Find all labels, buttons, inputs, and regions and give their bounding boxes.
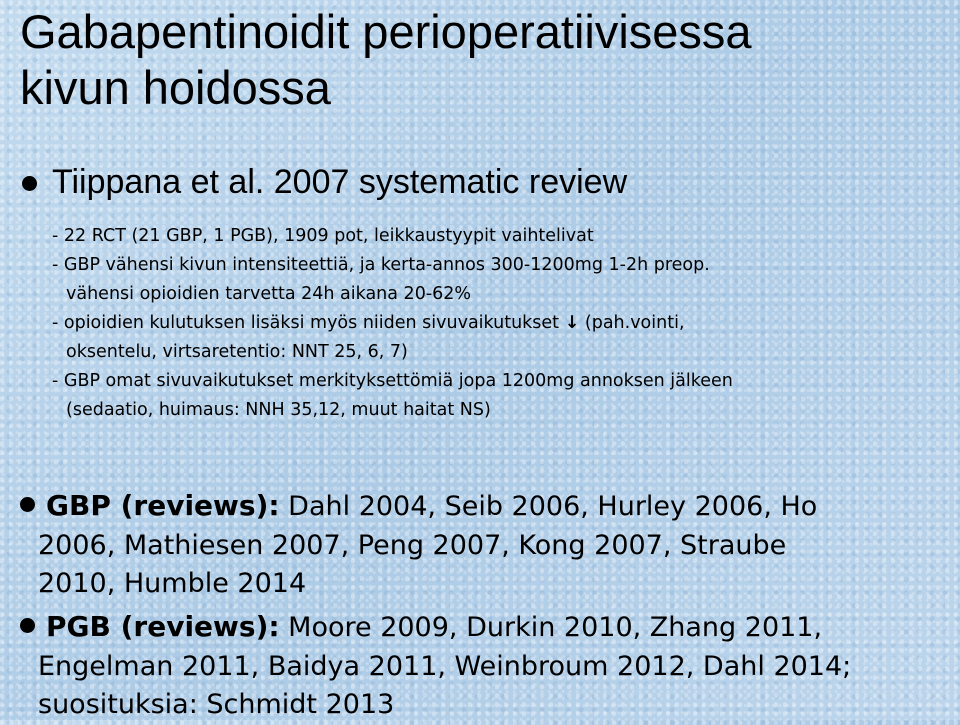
pgb-line-1: Moore 2009, Durkin 2010, Zhang 2011, xyxy=(288,612,823,643)
bullet-icon xyxy=(22,176,37,191)
title-line-1: Gabapentinoidit perioperatiivisessa xyxy=(20,5,752,58)
list-item: - GBP omat sivuvaikutukset merkityksettömiä jopa 1200mg annoksen jälkeen xyxy=(52,371,733,391)
list-item-text: - opioidien kulutuksen lisäksi myös niiden sivuvaikutukset xyxy=(52,313,560,333)
list-item-text: (pah.vointi, xyxy=(584,313,685,333)
down-arrow-icon: ↓ xyxy=(564,313,580,333)
title-line-2: kivun hoidossa xyxy=(20,61,331,114)
list-item: - 22 RCT (21 GBP, 1 PGB), 1909 pot, leikkaustyypit vaihtelivat xyxy=(52,226,594,246)
list-item: oksentelu, virtsaretentio: NNT 25, 6, 7) xyxy=(66,342,408,362)
list-item: - GBP vähensi kivun intensiteettiä, ja kerta-annos 300-1200mg 1-2h preop. xyxy=(52,255,710,275)
gbp-line-2: 2006, Mathiesen 2007, Peng 2007, Kong 2007, Straube xyxy=(38,529,787,561)
pgb-line-2: Engelman 2011, Baidya 2011, Weinbroum 2012, Dahl 2014; xyxy=(38,650,852,682)
pgb-reviews xyxy=(38,608,938,725)
pgb-line-3: suosituksia: Schmidt 2013 xyxy=(38,689,395,720)
list-item: vähensi opioidien tarvetta 24h aikana 20-62% xyxy=(66,284,472,304)
bullet-icon xyxy=(20,497,35,512)
gbp-reviews xyxy=(38,487,938,604)
gbp-line-3: 2010, Humble 2014 xyxy=(38,568,307,599)
slide-title xyxy=(20,4,950,116)
section-heading: Tiippana et al. 2007 systematic review xyxy=(52,163,628,201)
list-item xyxy=(52,309,952,338)
pgb-label: PGB (reviews): xyxy=(46,610,280,643)
review-details-list xyxy=(52,222,952,425)
list-item: (sedaatio, huimaus: NNH 35,12, muut haitat NS) xyxy=(66,400,491,420)
bullet-icon xyxy=(20,618,35,633)
gbp-line-1: Dahl 2004, Seib 2006, Hurley 2006, Ho xyxy=(288,491,818,522)
gbp-label: GBP (reviews): xyxy=(46,489,280,522)
